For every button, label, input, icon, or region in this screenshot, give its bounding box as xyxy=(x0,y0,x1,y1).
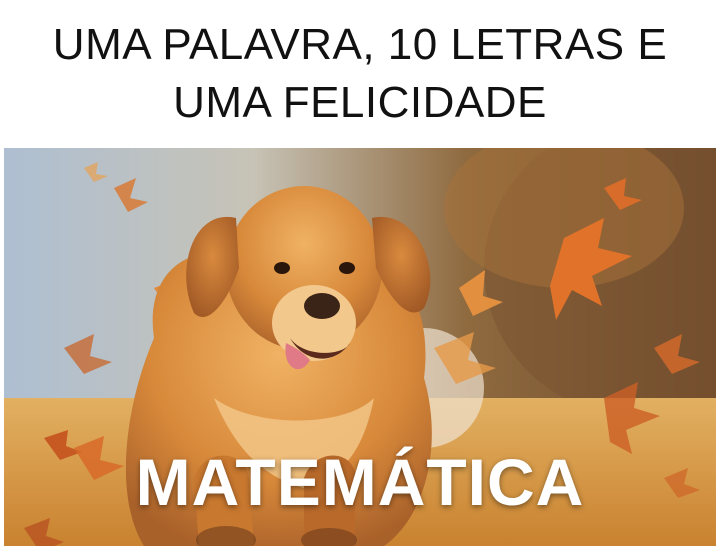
top-caption xyxy=(0,0,720,148)
overlay-word: MATEMÁTICA xyxy=(135,445,585,519)
top-caption-line-2: UMA FELICIDADE xyxy=(173,78,547,127)
top-caption-line-1: UMA PALAVRA, 10 LETRAS E xyxy=(52,20,668,69)
